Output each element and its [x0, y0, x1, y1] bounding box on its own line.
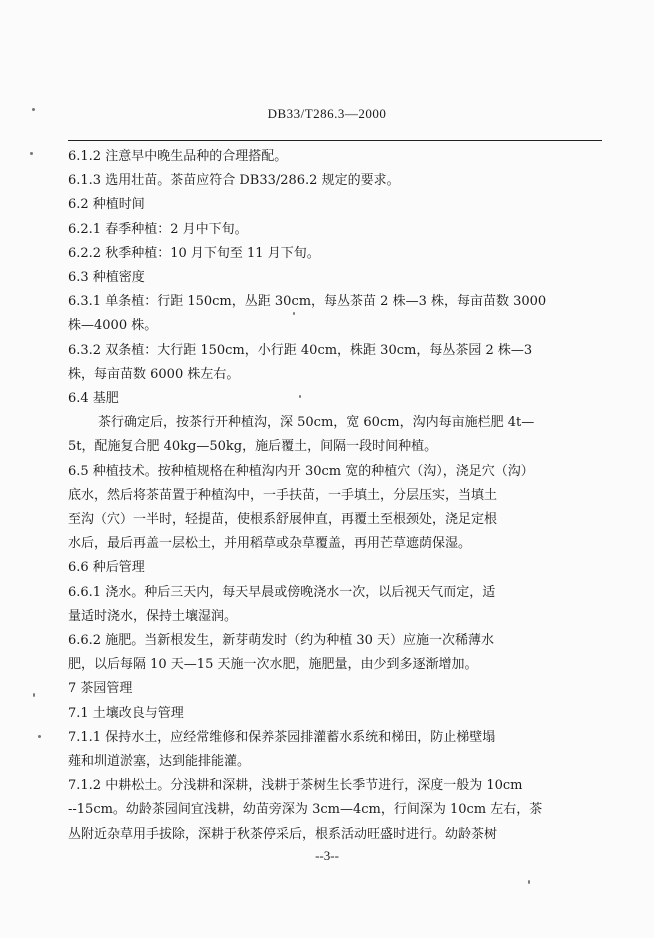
clause-6-6-2-cont: 肥，以后每隔 10 天—15 天施一次水肥，施肥量，由少到多逐渐增加。: [68, 657, 478, 673]
clause-6-2-1: 6.2.1 春季种植：2 月中下旬。: [68, 221, 248, 237]
section-6-4-heading: 6.4 基肥: [68, 391, 119, 407]
document-body: [68, 145, 603, 847]
header-rule: [68, 140, 602, 141]
clause-6-1-3: 6.1.3 选用壮苗。茶苗应符合 DB33/286.2 规定的要求。: [68, 173, 400, 189]
scan-speck: [30, 152, 33, 155]
clause-6-3-2: 6.3.2 双条植：大行距 150cm，小行距 40cm，株距 30cm，每丛茶园 2 株—3: [68, 342, 533, 358]
page-number: --3--: [315, 848, 339, 863]
clause-6-3-1: 6.3.1 单条植：行距 150cm，丛距 30cm，每丛茶苗 2 株—3 株，每亩苗数 3000: [68, 294, 547, 310]
section-6-3-heading: 6.3 种植密度: [68, 270, 145, 286]
clause-6-5-cont-1: 底水，然后将茶苗置于种植沟中，一手扶苗，一手填土，分层压实，当填土: [68, 487, 498, 503]
clause-6-3-1-cont: 株—4000 株。: [68, 318, 158, 334]
section-7-1-heading: 7.1 土壤改良与管理: [68, 705, 184, 721]
paragraph-base-fertilizer: 茶行确定后，按茶行开种植沟，深 50cm，宽 60cm，沟内每亩施栏肥 4t—: [98, 415, 535, 431]
scan-speck: [32, 108, 35, 111]
section-6-6-heading: 6.6 种后管理: [68, 560, 145, 576]
section-7-heading: 7 茶园管理: [68, 681, 133, 697]
clause-7-1-1: 7.1.1 保持水土，应经常维修和保养茶园排灌蓄水系统和梯田，防止梯壁塌: [68, 729, 496, 745]
clause-6-1-2: 6.1.2 注意早中晚生品种的合理搭配。: [68, 149, 288, 164]
clause-6-2-2: 6.2.2 秋季种植：10 月下旬至 11 月下旬。: [68, 245, 320, 261]
clause-7-1-1-cont: 薤和圳道淤塞，达到能排能灌。: [68, 754, 251, 770]
clause-7-1-2: 7.1.2 中耕松土。分浅耕和深耕，浅耕于茶树生长季节进行，深度一般为 10cm: [68, 778, 523, 794]
section-6-2-heading: 6.2 种植时间: [68, 197, 145, 213]
clause-6-5-cont-2: 至沟（穴）一半时，轻提苗，使根系舒展伸直，再覆土至根颈处，浇足定根: [68, 512, 498, 528]
scan-speck: [528, 880, 530, 884]
clause-6-3-2-cont: 株，每亩苗数 6000 株左右。: [68, 366, 240, 382]
scan-speck: [293, 312, 295, 315]
clause-6-6-2: 6.6.2 施肥。当新根发生，新芽萌发时（约为种植 30 天）应施一次稀薄水: [68, 633, 495, 649]
clause-7-1-2-cont-1: --15cm。幼龄茶园间宜浅耕，幼苗旁深为 3cm—4cm，行间深为 10cm 左右，茶: [68, 802, 543, 818]
clause-6-6-1-cont: 量适时浇水，保持土壤湿润。: [68, 608, 238, 624]
clause-6-6-1: 6.6.1 浇水。种后三天内，每天早晨或傍晚浇水一次，以后视天气而定，适: [68, 584, 496, 600]
scan-speck: [33, 693, 35, 697]
scan-speck: [299, 395, 301, 398]
clause-6-5: 6.5 种植技术。按种植规格在种植沟内开 30cm 宽的种植穴（沟），浇足穴（沟）: [68, 463, 534, 479]
clause-7-1-2-cont-2: 丛附近杂草用手拔除，深耕于秋茶停采后，根系活动旺盛时进行。幼龄茶树: [68, 826, 498, 842]
standard-code-header: DB33/T286.3—2000: [267, 106, 387, 121]
scan-speck: [38, 735, 41, 738]
paragraph-base-fertilizer-cont: 5t，配施复合肥 40kg—50kg，施后覆土，间隔一段时间种植。: [68, 439, 438, 455]
clause-6-5-cont-3: 水后，最后再盖一层松土，并用稻草或杂草覆盖，再用芒草遮荫保湿。: [68, 536, 472, 552]
